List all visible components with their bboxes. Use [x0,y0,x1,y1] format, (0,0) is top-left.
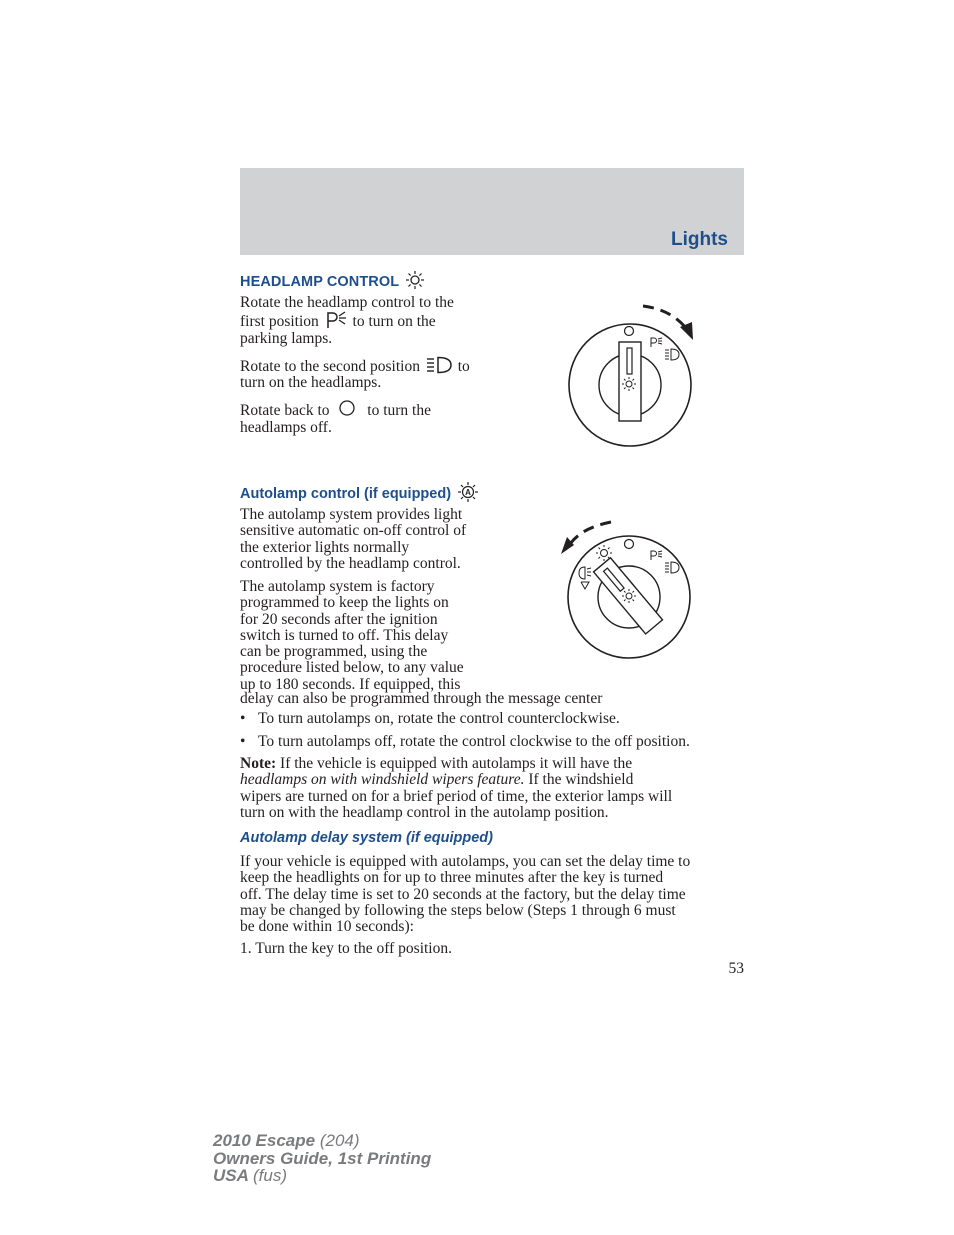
text-line: up to 180 seconds. If equipped, this [240,675,461,693]
text-line: The autolamp system provides light [240,506,463,523]
bullet-text: To turn autolamps off, rotate the control clockwise to the off position. [258,733,690,751]
text-line: to [457,357,470,375]
text-line: for 20 seconds after the ignition [240,610,438,628]
autolamp-icon [457,481,479,503]
text-line: If your vehicle is equipped with autolamps, you can set the delay time to [240,853,691,870]
svg-text:A: A [465,488,471,497]
delay-para [240,854,750,935]
text-line: Rotate to the second position [240,357,420,375]
headlamp-heading-text: HEADLAMP CONTROL [240,274,399,290]
autolamp-bullets [240,711,760,751]
text-line: off. The delay time is set to 20 seconds at the factory, but the delay time [240,885,686,903]
footer [213,1132,431,1185]
text-line-italic: headlamps on with windshield wipers feature. [240,771,525,789]
text-line: programmed to keep the lights on [240,594,449,612]
note [240,756,750,821]
text-line: If the vehicle is equipped with autolamps it will have the [280,755,633,772]
parking-lamps-icon [325,311,347,329]
text-line: may be changed by following the steps below (Steps 1 through 6 must [240,901,676,919]
text-line: to turn on the [352,313,436,331]
bullet-icon: • [240,733,246,751]
text-line: turn on the headlamps. [240,374,382,392]
footer-market: USA [213,1166,249,1185]
text-line: be done within 10 seconds): [240,918,414,936]
footer-line-1 [213,1132,431,1150]
autolamp-switch-diagram [555,515,705,665]
text-line: controlled by the headlamp control. [240,554,461,572]
autolamp-para-1 [240,507,510,572]
list-item [240,711,760,727]
text-line: sensitive automatic on-off control of [240,522,467,540]
headlamp-text [240,295,510,436]
text-line: the exterior lights normally [240,538,410,556]
footer-model: 2010 Escape [213,1131,316,1150]
text-line: turn on with the headlamp control in the autolamp position. [240,803,609,821]
text-line: The autolamp system is factory [240,578,435,595]
list-item [240,734,760,750]
text-line: switch is turned to off. This delay [240,626,449,644]
text-line: wipers are turned on for a brief period of time, the exterior lamps will [240,787,673,805]
autolamp-heading-text: Autolamp control (if equipped) [240,486,452,502]
footer-line-3 [213,1167,431,1185]
footer-line-2: Owners Guide, 1st Printing [213,1148,432,1168]
off-circle-icon [337,400,357,418]
text-line: headlamps off. [240,418,332,436]
bullet-text: To turn autolamps on, rotate the control counterclockwise. [258,710,620,727]
text-line: to turn the [367,402,431,420]
autolamp-heading [240,481,481,503]
para-headlamps [240,356,510,392]
light-icon [405,270,425,290]
para-parking [240,295,510,347]
headlamps-icon [426,356,452,374]
page-number: 53 [728,960,744,977]
text-line: can be programmed, using the [240,643,428,661]
section-header [240,168,744,255]
note-label: Note: [240,755,277,772]
footer-code: (204) [319,1131,360,1150]
headlamp-switch-diagram [555,300,705,450]
para-off [240,400,510,436]
text-line: first position [240,313,319,331]
text-line: keep the headlights on for up to three minutes after the key is turned [240,869,664,887]
bullet-icon: • [240,710,246,727]
footer-market-code: (fus) [253,1166,287,1185]
section-title: Lights [671,229,728,250]
text-line: If the windshield [528,771,634,789]
text-line: delay can also be programmed through the message center [240,690,603,708]
delay-heading: Autolamp delay system (if equipped) [240,830,493,846]
text-line: Rotate back to [240,402,330,420]
text-line: Rotate the headlamp control to the [240,294,454,311]
step-1: 1. Turn the key to the off position. [240,940,452,957]
headlamp-heading [240,270,427,290]
text-line: parking lamps. [240,329,333,347]
text-line: procedure listed below, to any value [240,659,464,677]
